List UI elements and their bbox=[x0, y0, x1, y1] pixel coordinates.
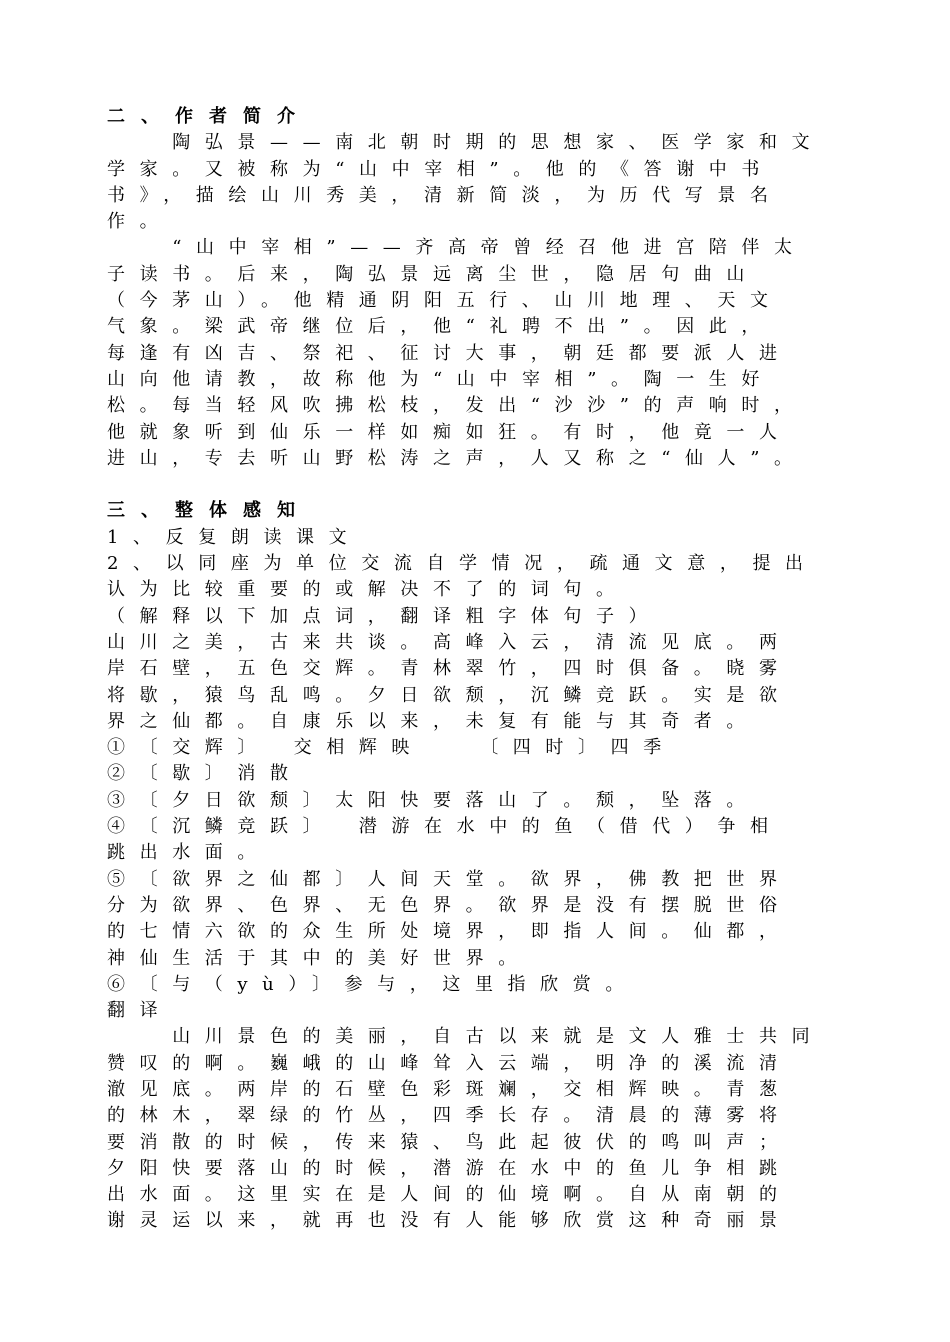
text-line: （今茅山）。他精通阴阳五行、山川地理、天文 bbox=[107, 290, 783, 312]
annotation-line: ③〔夕日欲颓〕太阳快要落山了。颓，坠落。 bbox=[107, 789, 759, 811]
text-line: 陶弘景——南北朝时期的思想家、医学家和文 bbox=[107, 132, 825, 154]
text-line: （解释以下加点词，翻译粗字体句子） bbox=[107, 605, 662, 627]
overall-perception-content bbox=[107, 525, 832, 1235]
translation-line: 出水面。这里实在是人间的仙境啊。自从南朝的 bbox=[107, 1184, 792, 1206]
section-heading-overall-perception: 三、整体感知 bbox=[107, 500, 311, 522]
translation-label: 翻译 bbox=[107, 1000, 173, 1022]
annotation-line: 分为欲界、色界、无色界。欲界是没有摆脱世俗 bbox=[107, 894, 792, 916]
text-line: 学家。又被称为“山中宰相”。他的《答谢中书 bbox=[107, 158, 775, 180]
text-line: 子读书。后来，陶弘景远离尘世，隐居句曲山 bbox=[107, 263, 759, 285]
annotation-line: 跳出水面。 bbox=[107, 842, 270, 864]
section-spacer bbox=[107, 472, 832, 498]
translation-line: 的林木，翠绿的竹丛，四季长存。清晨的薄雾将 bbox=[107, 1105, 792, 1127]
translation-line: 赞叹的啊。巍峨的山峰耸入云端，明净的溪流清 bbox=[107, 1052, 792, 1074]
text-line: 书》，描绘山川秀美，清新简淡，为历代写景名 bbox=[107, 184, 783, 206]
text-line: 2、以同座为单位交流自学情况，疏通文意，提出 bbox=[107, 553, 818, 575]
translation-line: 要消散的时候，传来猿、鸟此起彼伏的鸣叫声； bbox=[107, 1131, 792, 1153]
text-line: 气象。梁武帝继位后，他“礼聘不出”。因此， bbox=[107, 316, 775, 338]
text-line: “山中宰相”——齐高帝曾经召他进宫陪伴太 bbox=[107, 237, 807, 259]
annotation-line: 的七情六欲的众生所处境界，即指人间。仙都， bbox=[107, 921, 792, 943]
text-line: 认为比较重要的或解决不了的词句。 bbox=[107, 579, 629, 601]
text-line: 他就象听到仙乐一样如痴如狂。有时，他竟一人 bbox=[107, 421, 792, 443]
text-line: 将歇，猿鸟乱鸣。夕日欲颓，沉鳞竞跃。实是欲 bbox=[107, 684, 792, 706]
author-paragraph-2 bbox=[107, 235, 832, 472]
translation-line: 澈见底。两岸的石壁色彩斑斓，交相辉映。青葱 bbox=[107, 1078, 792, 1100]
annotation-line: ①〔交辉〕 交相辉映 〔四时〕四季 bbox=[107, 737, 676, 759]
document-page bbox=[107, 104, 832, 1235]
text-line: 山向他请教，故称他为“山中宰相”。陶一生好 bbox=[107, 368, 775, 390]
text-line: 山川之美，古来共谈。高峰入云，清流见底。两 bbox=[107, 631, 792, 653]
translation-line: 谢灵运以来，就再也没有人能够欣赏这种奇丽景 bbox=[107, 1210, 792, 1232]
translation-line: 夕阳快要落山的时候，潜游在水中的鱼儿争相跳 bbox=[107, 1157, 792, 1179]
annotation-line: ⑤〔欲界之仙都〕人间天堂。欲界，佛教把世界 bbox=[107, 868, 792, 890]
author-paragraph-1 bbox=[107, 130, 832, 235]
text-line: 岸石壁，五色交辉。青林翠竹，四时俱备。晓雾 bbox=[107, 658, 792, 680]
text-line: 松。每当轻风吹拂松枝，发出“沙沙”的声响时， bbox=[107, 395, 807, 417]
annotation-line: 神仙生活于其中的美好世界。 bbox=[107, 947, 531, 969]
annotation-line: ④〔沉鳞竞跃〕 潜游在水中的鱼（借代）争相 bbox=[107, 816, 783, 838]
translation-line: 山川景色的美丽，自古以来就是文人雅士共同 bbox=[107, 1026, 825, 1048]
annotation-line: ②〔歇〕消散 bbox=[107, 763, 303, 785]
section-heading-author-intro: 二、作者简介 bbox=[107, 106, 311, 127]
text-line: 作。 bbox=[107, 211, 173, 233]
text-line: 1、反复朗读课文 bbox=[107, 526, 362, 548]
text-line: 每逢有凶吉、祭祀、征讨大事，朝廷都要派人进 bbox=[107, 342, 792, 364]
text-line: 界之仙都。自康乐以来，未复有能与其奇者。 bbox=[107, 710, 759, 732]
text-line: 进山，专去听山野松涛之声，人又称之“仙人”。 bbox=[107, 447, 807, 469]
annotation-line: ⑥〔与（yù）〕参与，这里指欣赏。 bbox=[107, 973, 638, 995]
